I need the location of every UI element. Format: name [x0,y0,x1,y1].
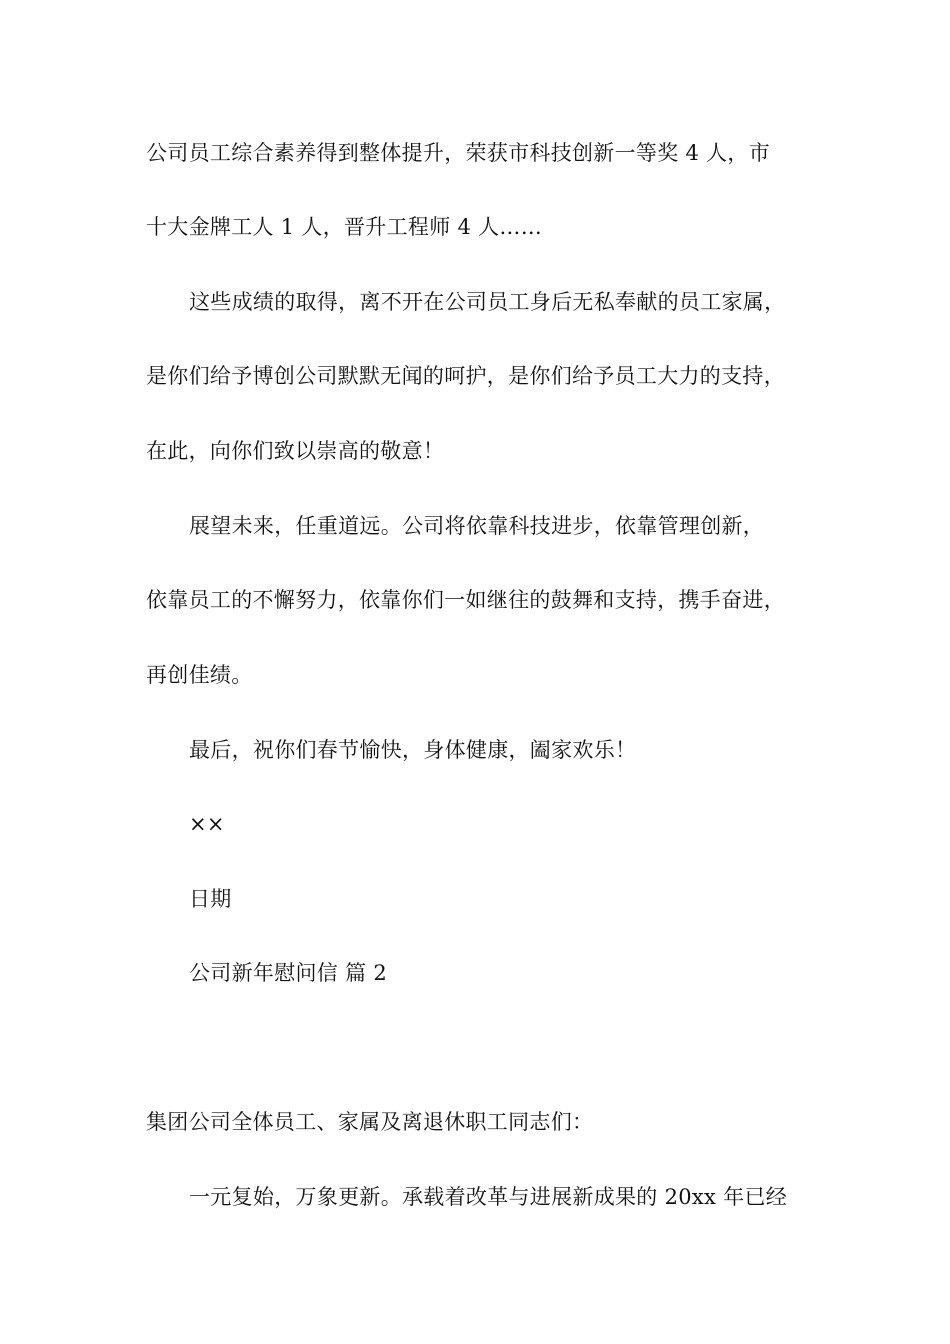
paragraph-line: 公司员工综合素养得到整体提升，荣获市科技创新一等奖 4 人，市 [146,141,771,165]
paragraph-line: 是你们给予博创公司默默无闻的呵护，是你们给予员工大力的支持， [146,364,785,388]
signature-line: ×× [189,812,225,836]
paragraph-line: 再创佳绩。 [146,663,253,687]
date-line: 日期 [189,887,232,911]
paragraph-line: 展望未来，任重道远。公司将依靠科技进步，依靠管理创新， [189,514,765,538]
paragraph-line: 这些成绩的取得，离不开在公司员工身后无私奉献的员工家属， [189,290,786,314]
section-title: 公司新年慰问信 篇 2 [189,961,388,985]
paragraph-line: 十大金牌工人 1 人，晋升工程师 4 人…… [146,215,543,239]
paragraph-line: 一元复始，万象更新。承载着改革与进展新成果的 20xx 年已经 [189,1185,788,1209]
salutation-line: 集团公司全体员工、家属及离退休职工同志们： [146,1110,594,1134]
paragraph-line: 依靠员工的不懈努力，依靠你们一如继往的鼓舞和支持，携手奋进， [146,588,785,612]
paragraph-line: 在此，向你们致以崇高的敬意！ [146,439,445,463]
paragraph-line: 最后，祝你们春节愉快，身体健康，阖家欢乐！ [189,738,637,762]
